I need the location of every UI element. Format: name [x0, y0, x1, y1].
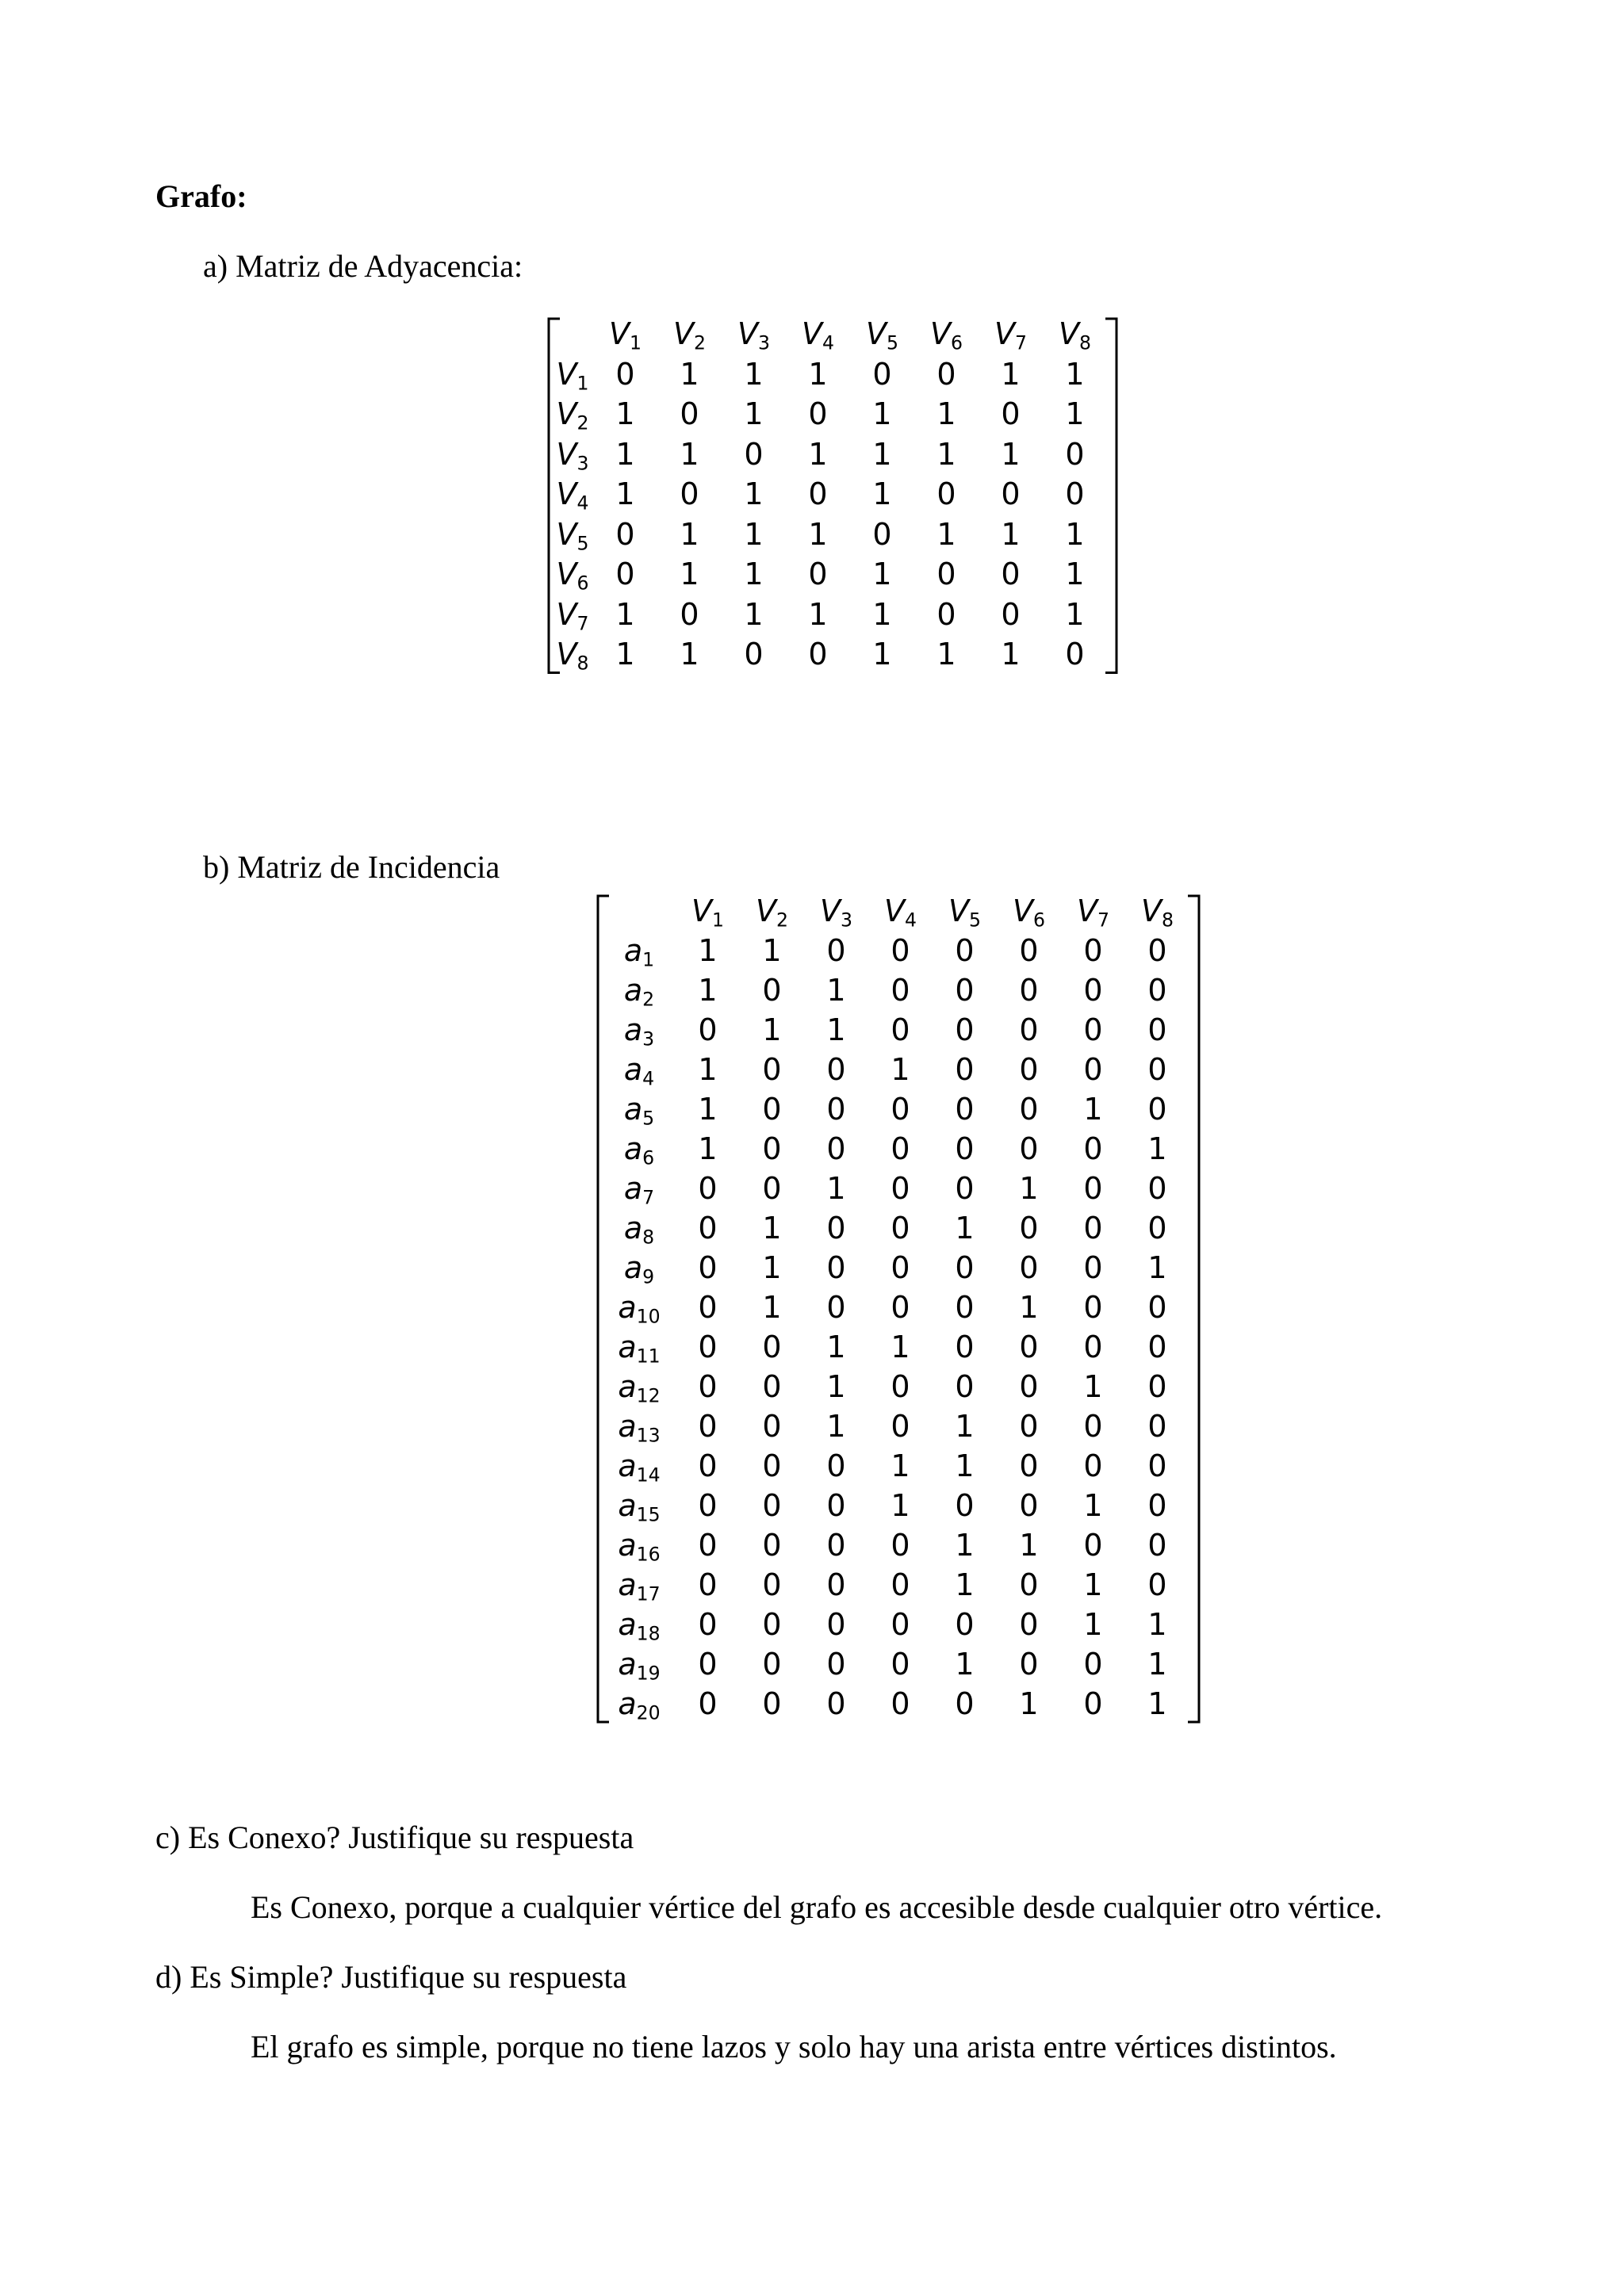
row-label: $a_{10}$: [618, 1290, 661, 1328]
matrix-cell: 0: [1019, 1607, 1039, 1642]
matrix-cell: 0: [826, 1488, 846, 1523]
matrix-cell: 0: [1083, 1250, 1103, 1285]
matrix-cell: 1: [615, 476, 635, 511]
matrix-cell: 1: [808, 436, 828, 472]
matrix-cell: 0: [1019, 1052, 1039, 1087]
column-header: $V_3$: [737, 316, 770, 354]
matrix-cell: 1: [1083, 1607, 1103, 1642]
left-bracket: [549, 319, 560, 673]
matrix-cell: 0: [1147, 1409, 1167, 1444]
matrix-cell: 1: [1147, 1131, 1167, 1166]
row-label: $a_1$: [623, 933, 655, 971]
incidence-heading: b) Matriz de Incidencia: [203, 849, 500, 885]
matrix-cell: 0: [762, 1131, 782, 1166]
incidence-matrix: [596, 891, 1205, 1724]
matrix-cell: 0: [762, 1171, 782, 1206]
matrix-cell: 0: [1083, 1448, 1103, 1483]
matrix-cell: 0: [891, 933, 910, 968]
matrix-cell: 0: [826, 1211, 846, 1246]
matrix-cell: 1: [891, 1330, 910, 1364]
matrix-cell: 0: [1001, 396, 1021, 431]
matrix-cell: 0: [891, 1647, 910, 1682]
matrix-cell: 1: [1065, 596, 1085, 632]
matrix-cell: 0: [955, 1290, 975, 1325]
matrix-cell: 0: [762, 973, 782, 1008]
matrix-cell: 1: [872, 436, 892, 472]
matrix-cell: 1: [1001, 436, 1021, 472]
matrix-cell: 0: [1083, 973, 1103, 1008]
matrix-cell: 1: [955, 1409, 975, 1444]
matrix-cell: 0: [698, 1607, 718, 1642]
matrix-cell: 1: [615, 596, 635, 632]
matrix-cell: 0: [891, 1211, 910, 1246]
column-header: $V_6$: [930, 316, 963, 354]
matrix-cell: 1: [762, 1211, 782, 1246]
matrix-cell: 1: [955, 1528, 975, 1563]
matrix-cell: 0: [955, 1250, 975, 1285]
matrix-cell: 0: [762, 1647, 782, 1682]
matrix-cell: 0: [826, 1567, 846, 1602]
matrix-cell: 0: [698, 1448, 718, 1483]
matrix-cell: 0: [1083, 1012, 1103, 1047]
row-label: $V_5$: [556, 516, 589, 555]
matrix-cell: 0: [891, 1131, 910, 1166]
matrix-cell: 1: [1065, 516, 1085, 552]
matrix-cell: 1: [955, 1211, 975, 1246]
matrix-cell: 1: [872, 596, 892, 632]
matrix-cell: 1: [955, 1567, 975, 1602]
matrix-cell: 0: [808, 476, 828, 511]
matrix-cell: 1: [1147, 1647, 1167, 1682]
left-bracket: [598, 896, 609, 1722]
matrix-cell: 1: [762, 1012, 782, 1047]
column-header: $V_1$: [609, 316, 642, 354]
column-header: $V_8$: [1141, 894, 1174, 932]
matrix-cell: 1: [744, 557, 764, 591]
matrix-cell: 0: [936, 557, 956, 591]
matrix-cell: 0: [1147, 1052, 1167, 1087]
matrix-cell: 0: [744, 637, 764, 672]
matrix-cell: 1: [1019, 1528, 1039, 1563]
matrix-cell: 0: [762, 1330, 782, 1364]
row-label: $V_8$: [556, 637, 589, 675]
right-bracket: [1105, 319, 1116, 673]
matrix-cell: 0: [1083, 1330, 1103, 1364]
matrix-cell: 0: [872, 356, 892, 392]
matrix-cell: 1: [680, 356, 699, 392]
matrix-cell: 0: [808, 637, 828, 672]
matrix-cell: 1: [1065, 396, 1085, 431]
matrix-cell: 0: [1147, 933, 1167, 968]
matrix-cell: 0: [762, 1488, 782, 1523]
matrix-cell: 0: [1019, 933, 1039, 968]
matrix-cell: 1: [936, 436, 956, 472]
matrix-cell: 1: [826, 973, 846, 1008]
matrix-cell: 0: [698, 1171, 718, 1206]
matrix-cell: 1: [1001, 356, 1021, 392]
matrix-cell: 0: [955, 1092, 975, 1127]
matrix-cell: 1: [698, 1052, 718, 1087]
matrix-cell: 1: [872, 396, 892, 431]
matrix-cell: 0: [698, 1528, 718, 1563]
matrix-cell: 0: [698, 1211, 718, 1246]
row-label: $a_{11}$: [618, 1330, 661, 1368]
matrix-cell: 0: [808, 396, 828, 431]
row-label: $V_4$: [556, 476, 589, 515]
matrix-cell: 1: [615, 396, 635, 431]
matrix-cell: 0: [955, 933, 975, 968]
matrix-cell: 1: [872, 557, 892, 591]
matrix-cell: 0: [1083, 1409, 1103, 1444]
matrix-cell: 0: [891, 1369, 910, 1404]
matrix-cell: 1: [891, 1052, 910, 1087]
matrix-cell: 1: [1083, 1567, 1103, 1602]
matrix-cell: 0: [1147, 1330, 1167, 1364]
matrix-cell: 1: [744, 476, 764, 511]
question-c-answer: Es Conexo, porque a cualquier vértice del grafo es accesible desde cualquier otro vértice.: [251, 1889, 1383, 1925]
matrix-cell: 0: [1019, 1409, 1039, 1444]
matrix-cell: 0: [1001, 596, 1021, 632]
matrix-cell: 1: [744, 396, 764, 431]
row-label: $a_{17}$: [618, 1567, 661, 1605]
matrix-cell: 0: [1147, 1012, 1167, 1047]
row-label: $a_{16}$: [618, 1528, 661, 1566]
matrix-cell: 1: [872, 637, 892, 672]
matrix-cell: 0: [762, 1686, 782, 1721]
matrix-cell: 1: [744, 596, 764, 632]
matrix-cell: 0: [1001, 476, 1021, 511]
matrix-cell: 1: [936, 516, 956, 552]
matrix-cell: 0: [762, 1448, 782, 1483]
matrix-cell: 0: [936, 596, 956, 632]
matrix-cell: 0: [1083, 1290, 1103, 1325]
matrix-cell: 0: [1147, 1092, 1167, 1127]
adjacency-matrix: [547, 314, 1123, 675]
matrix-cell: 0: [955, 1607, 975, 1642]
matrix-cell: 0: [955, 1012, 975, 1047]
matrix-cell: 1: [1065, 557, 1085, 591]
matrix-cell: 1: [891, 1448, 910, 1483]
matrix-cell: 0: [826, 1448, 846, 1483]
matrix-cell: 0: [826, 1607, 846, 1642]
matrix-cell: 0: [891, 1686, 910, 1721]
row-label: $a_{15}$: [618, 1488, 661, 1526]
row-label: $a_{18}$: [618, 1607, 661, 1645]
matrix-cell: 0: [826, 1647, 846, 1682]
matrix-cell: 0: [680, 476, 699, 511]
matrix-cell: 0: [1147, 1369, 1167, 1404]
matrix-cell: 0: [826, 933, 846, 968]
matrix-cell: 0: [1001, 557, 1021, 591]
matrix-cell: 0: [1147, 1290, 1167, 1325]
row-label: $a_{19}$: [618, 1647, 661, 1685]
matrix-cell: 0: [1147, 1448, 1167, 1483]
matrix-cell: 0: [1147, 973, 1167, 1008]
matrix-cell: 1: [698, 933, 718, 968]
row-label: $a_6$: [623, 1131, 655, 1169]
matrix-cell: 0: [1019, 1211, 1039, 1246]
matrix-cell: 0: [955, 1369, 975, 1404]
matrix-cell: 1: [762, 1290, 782, 1325]
right-bracket: [1188, 896, 1199, 1722]
column-header: $V_1$: [691, 894, 724, 932]
column-header: $V_8$: [1059, 316, 1091, 354]
matrix-cell: 0: [826, 1131, 846, 1166]
matrix-cell: 0: [955, 1686, 975, 1721]
matrix-cell: 1: [1019, 1171, 1039, 1206]
matrix-cell: 0: [1019, 1369, 1039, 1404]
matrix-cell: 0: [762, 1528, 782, 1563]
question-d-answer: El grafo es simple, porque no tiene lazos y solo hay una arista entre vértices distintos.: [251, 2029, 1337, 2064]
column-header: $V_5$: [866, 316, 898, 354]
matrix-cell: 0: [1019, 1012, 1039, 1047]
matrix-cell: 0: [891, 1567, 910, 1602]
matrix-cell: 0: [615, 557, 635, 591]
matrix-cell: 0: [1019, 1092, 1039, 1127]
matrix-cell: 0: [826, 1528, 846, 1563]
row-label: $a_4$: [623, 1052, 655, 1090]
matrix-cell: 1: [762, 933, 782, 968]
matrix-cell: 1: [615, 436, 635, 472]
matrix-cell: 0: [744, 436, 764, 472]
matrix-cell: 1: [1001, 516, 1021, 552]
matrix-cell: 1: [1001, 637, 1021, 672]
matrix-cell: 0: [936, 476, 956, 511]
row-label: $a_5$: [623, 1092, 655, 1130]
matrix-cell: 0: [1083, 1528, 1103, 1563]
matrix-cell: 1: [808, 356, 828, 392]
matrix-cell: 0: [698, 1012, 718, 1047]
matrix-cell: 0: [615, 356, 635, 392]
matrix-cell: 0: [891, 1607, 910, 1642]
matrix-cell: 1: [808, 516, 828, 552]
row-label: $a_{20}$: [618, 1686, 661, 1724]
matrix-brackets: [596, 891, 1205, 1728]
matrix-cell: 1: [680, 557, 699, 591]
matrix-cell: 0: [1147, 1528, 1167, 1563]
matrix-cell: 0: [1065, 637, 1085, 672]
matrix-cell: 0: [1019, 1250, 1039, 1285]
matrix-cell: 0: [808, 557, 828, 591]
matrix-cell: 0: [762, 1567, 782, 1602]
matrix-cell: 1: [680, 637, 699, 672]
matrix-cell: 0: [1019, 1330, 1039, 1364]
row-label: $a_3$: [623, 1012, 655, 1050]
matrix-cell: 0: [1019, 1567, 1039, 1602]
matrix-cell: 1: [744, 356, 764, 392]
matrix-cell: 0: [698, 1250, 718, 1285]
matrix-cell: 0: [955, 1488, 975, 1523]
question-d-heading: d) Es Simple? Justifique su respuesta: [155, 1959, 627, 1995]
row-label: $V_3$: [556, 436, 589, 475]
matrix-cell: 1: [826, 1409, 846, 1444]
column-header: $V_7$: [994, 316, 1027, 354]
matrix-cell: 0: [1083, 1171, 1103, 1206]
matrix-cell: 1: [680, 436, 699, 472]
matrix-cell: 0: [698, 1567, 718, 1602]
matrix-cell: 0: [1147, 1171, 1167, 1206]
matrix-cell: 0: [698, 1290, 718, 1325]
matrix-cell: 0: [891, 1290, 910, 1325]
matrix-cell: 0: [891, 1171, 910, 1206]
matrix-cell: 1: [1083, 1092, 1103, 1127]
matrix-cell: 1: [698, 973, 718, 1008]
matrix-cell: 0: [891, 1012, 910, 1047]
matrix-cell: 0: [698, 1330, 718, 1364]
matrix-cell: 1: [680, 516, 699, 552]
matrix-cell: 1: [826, 1171, 846, 1206]
matrix-cell: 0: [1083, 1211, 1103, 1246]
matrix-cell: 0: [615, 516, 635, 552]
row-label: $a_{12}$: [618, 1369, 661, 1407]
matrix-cell: 0: [698, 1409, 718, 1444]
question-c-heading: c) Es Conexo? Justifique su respuesta: [155, 1820, 634, 1855]
matrix-cell: 0: [698, 1488, 718, 1523]
matrix-cell: 0: [1147, 1567, 1167, 1602]
matrix-cell: 0: [872, 516, 892, 552]
matrix-cell: 1: [698, 1092, 718, 1127]
matrix-cell: 0: [826, 1290, 846, 1325]
matrix-cell: 1: [762, 1250, 782, 1285]
matrix-cell: 0: [826, 1052, 846, 1087]
matrix-cell: 1: [955, 1448, 975, 1483]
matrix-cell: 0: [1065, 476, 1085, 511]
row-label: $a_8$: [623, 1211, 655, 1249]
matrix-cell: 0: [1019, 973, 1039, 1008]
matrix-cell: 0: [762, 1607, 782, 1642]
adjacency-heading: a) Matriz de Adyacencia:: [203, 248, 523, 284]
matrix-cell: 1: [1019, 1686, 1039, 1721]
matrix-cell: 1: [1147, 1250, 1167, 1285]
matrix-cell: 0: [1083, 1647, 1103, 1682]
matrix-cell: 0: [891, 1528, 910, 1563]
column-header: $V_4$: [884, 894, 917, 932]
matrix-cell: 0: [1019, 1448, 1039, 1483]
matrix-cell: 0: [1083, 1131, 1103, 1166]
matrix-cell: 1: [826, 1330, 846, 1364]
matrix-cell: 1: [891, 1488, 910, 1523]
matrix-cell: 0: [936, 356, 956, 392]
row-label: $V_1$: [556, 356, 589, 395]
matrix-cell: 0: [762, 1092, 782, 1127]
matrix-cell: 0: [955, 1330, 975, 1364]
matrix-cell: 0: [955, 1131, 975, 1166]
row-label: $V_6$: [556, 557, 589, 595]
matrix-cell: 0: [1083, 1052, 1103, 1087]
matrix-cell: 0: [826, 1092, 846, 1127]
matrix-cell: 0: [762, 1052, 782, 1087]
matrix-cell: 0: [1147, 1211, 1167, 1246]
matrix-cell: 1: [1147, 1686, 1167, 1721]
matrix-cell: 1: [936, 396, 956, 431]
matrix-cell: 0: [955, 1052, 975, 1087]
matrix-cell: 1: [615, 637, 635, 672]
row-label: $a_9$: [623, 1250, 655, 1288]
row-label: $a_2$: [623, 973, 655, 1011]
matrix-cell: 0: [891, 1092, 910, 1127]
column-header: $V_6$: [1013, 894, 1045, 932]
matrix-cell: 0: [762, 1409, 782, 1444]
matrix-cell: 0: [698, 1369, 718, 1404]
matrix-brackets: [547, 314, 1123, 679]
row-label: $V_7$: [556, 596, 589, 635]
matrix-cell: 0: [680, 396, 699, 431]
matrix-cell: 1: [1019, 1290, 1039, 1325]
matrix-cell: 0: [1147, 1488, 1167, 1523]
matrix-cell: 0: [955, 1171, 975, 1206]
matrix-cell: 1: [826, 1012, 846, 1047]
matrix-cell: 0: [680, 596, 699, 632]
column-header: $V_7$: [1077, 894, 1109, 932]
row-label: $V_2$: [556, 396, 589, 434]
row-label: $a_7$: [623, 1171, 655, 1209]
matrix-cell: 0: [1019, 1647, 1039, 1682]
matrix-cell: 1: [808, 596, 828, 632]
matrix-cell: 0: [1065, 436, 1085, 472]
matrix-cell: 0: [1083, 1686, 1103, 1721]
column-header: $V_4$: [802, 316, 834, 354]
matrix-cell: 0: [1019, 1131, 1039, 1166]
column-header: $V_3$: [820, 894, 852, 932]
column-header: $V_2$: [673, 316, 706, 354]
matrix-cell: 0: [955, 973, 975, 1008]
page-title: Grafo:: [155, 178, 247, 214]
matrix-cell: 1: [698, 1131, 718, 1166]
matrix-cell: 1: [1083, 1488, 1103, 1523]
matrix-cell: 0: [826, 1250, 846, 1285]
matrix-cell: 0: [826, 1686, 846, 1721]
matrix-cell: 1: [1065, 356, 1085, 392]
matrix-cell: 0: [1019, 1488, 1039, 1523]
row-label: $a_{13}$: [618, 1409, 661, 1447]
matrix-cell: 1: [872, 476, 892, 511]
matrix-cell: 0: [698, 1647, 718, 1682]
matrix-cell: 1: [1083, 1369, 1103, 1404]
matrix-cell: 1: [744, 516, 764, 552]
matrix-cell: 1: [826, 1369, 846, 1404]
matrix-cell: 0: [698, 1686, 718, 1721]
column-header: $V_2$: [756, 894, 788, 932]
matrix-cell: 0: [891, 973, 910, 1008]
column-header: $V_5$: [948, 894, 981, 932]
matrix-cell: 1: [955, 1647, 975, 1682]
row-label: $a_{14}$: [618, 1448, 661, 1487]
matrix-cell: 0: [1083, 933, 1103, 968]
matrix-cell: 0: [891, 1250, 910, 1285]
matrix-cell: 1: [936, 637, 956, 672]
matrix-cell: 1: [1147, 1607, 1167, 1642]
matrix-cell: 0: [891, 1409, 910, 1444]
matrix-cell: 0: [762, 1369, 782, 1404]
